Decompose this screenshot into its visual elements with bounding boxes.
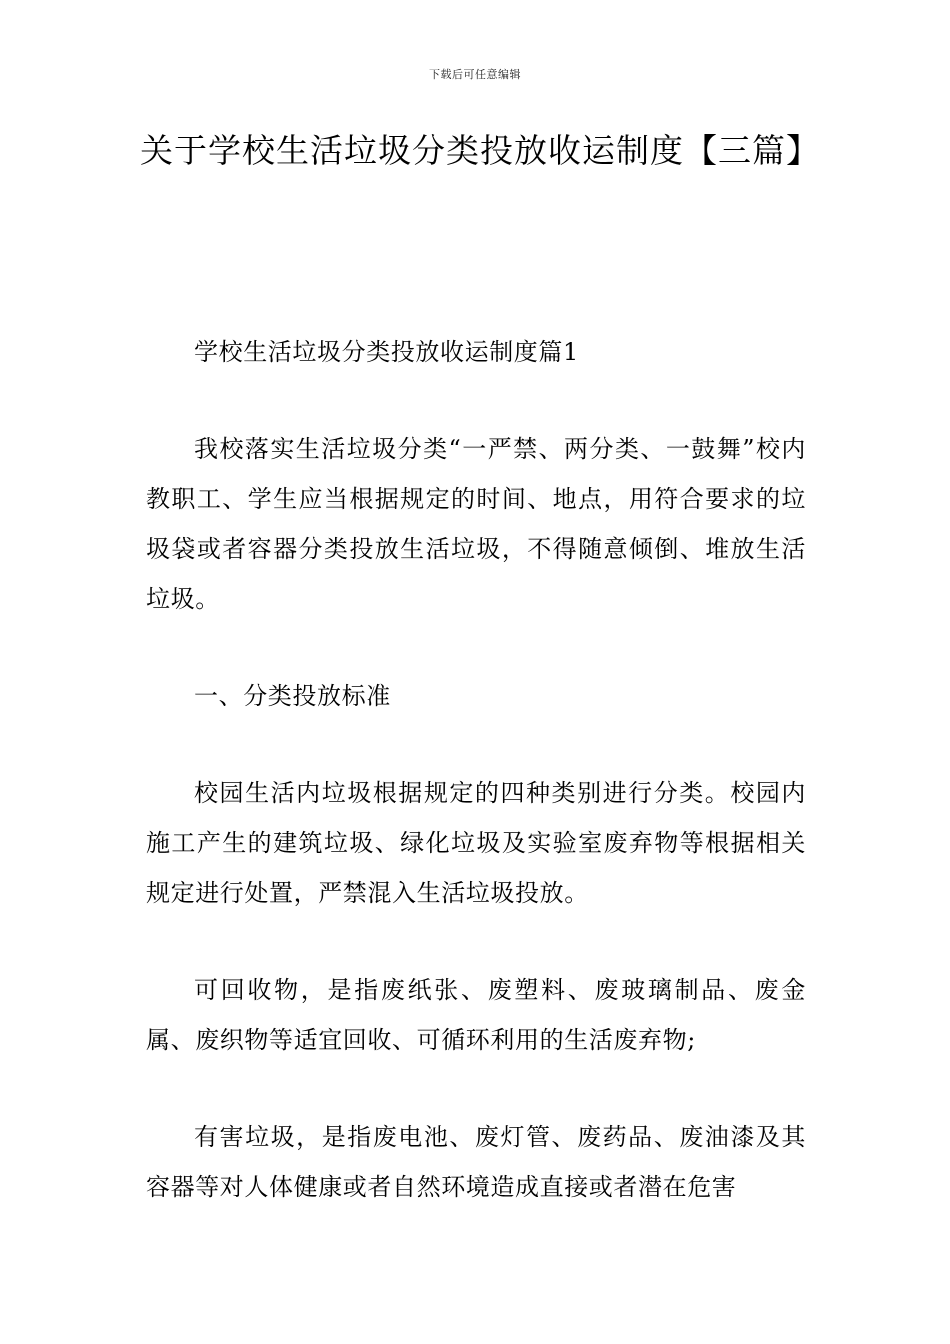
- paragraph-categories: 校园生活内垃圾根据规定的四种类别进行分类。校园内施工产生的建筑垃圾、绿化垃圾及实验室废弃物等根据相关规定进行处置，严禁混入生活垃圾投放。: [146, 779, 806, 907]
- paragraph-intro: 我校落实生活垃圾分类“一严禁、两分类、一鼓舞”校内教职工、学生应当根据规定的时间、地点，用符合要求的垃圾袋或者容器分类投放生活垃圾，不得随意倾倒、堆放生活垃圾。: [146, 435, 806, 613]
- page-header-note: 下载后可任意编辑: [429, 68, 521, 81]
- section-heading-standards: 一、分类投放标准: [194, 682, 391, 710]
- paragraph-recyclables: 可回收物，是指废纸张、废塑料、废玻璃制品、废金属、废织物等适宜回收、可循环利用的生活废弃物;: [146, 976, 806, 1054]
- document-body: [146, 327, 806, 1259]
- section-heading-part-1: 学校生活垃圾分类投放收运制度篇1: [194, 338, 579, 366]
- paragraph-hazardous: 有害垃圾，是指废电池、废灯管、废药品、废油漆及其容器等对人体健康或者自然环境造成直接或者潜在危害: [146, 1123, 806, 1201]
- document-title: 关于学校生活垃圾分类投放收运制度【三篇】: [140, 131, 820, 170]
